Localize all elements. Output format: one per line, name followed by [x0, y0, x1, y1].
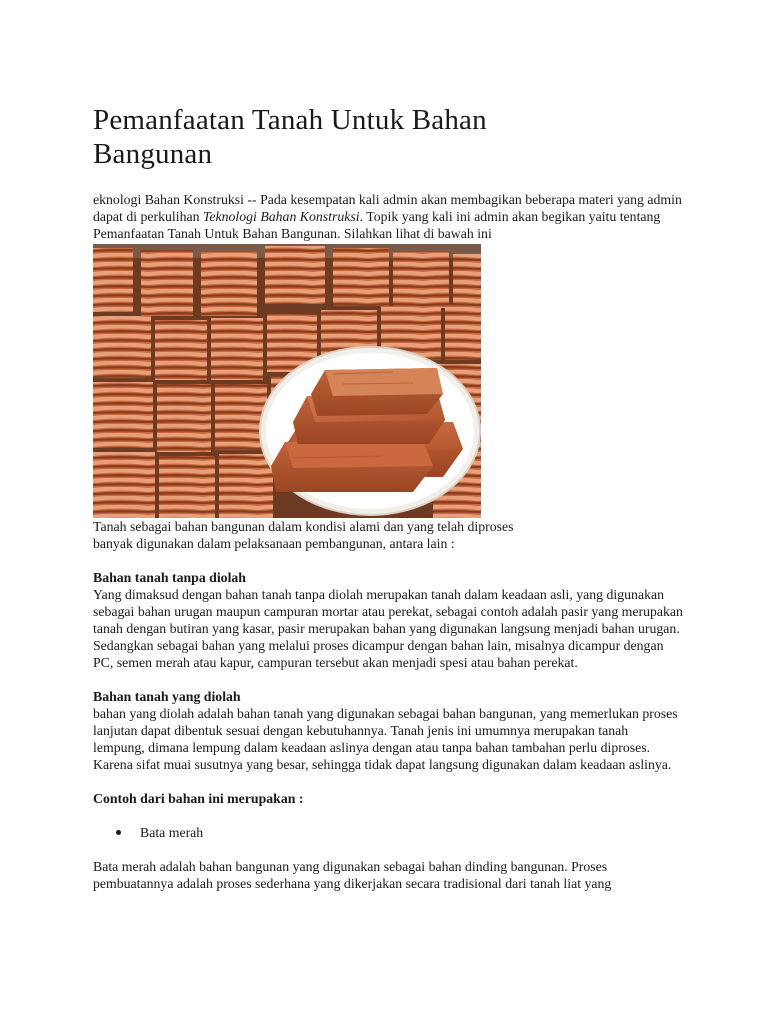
document-title: Pemanfaatan Tanah Untuk Bahan Bangunan — [93, 104, 487, 170]
section-heading-processed-soil: Bahan tanah yang diolah — [93, 689, 241, 704]
section-heading-untreated-soil: Bahan tanah tanpa diolah — [93, 570, 246, 585]
caption-line-2: banyak digunakan dalam pelaksanaan pembangunan, antara lain : — [93, 536, 455, 551]
document-page — [93, 103, 683, 892]
intro-text-end: . Topik yang kali ini admin akan begikan yaitu tentang Pemanfaatan Tanah Untuk Bahan Bangunan. Silahkan lihat di bawah ini — [93, 209, 661, 241]
list-item — [93, 824, 683, 841]
examples-list — [93, 824, 683, 841]
intro-italic-text: Teknologi Bahan Konstruksi — [202, 209, 360, 224]
intro-paragraph — [93, 191, 683, 242]
roof-tiles-and-bricks-photo — [93, 244, 481, 518]
list-item-label: Bata merah — [140, 825, 204, 840]
section-heading-examples: Contoh dari bahan ini merupakan : — [93, 791, 304, 806]
section-text-untreated-soil: Yang dimaksud dengan bahan tanah tanpa diolah merupakan tanah dalam keadaan asli, yang digunakan sebagai bahan urugan maupun campuran mortar atau perekat, sebagai contoh adalah pasir yang merupakan tanah dengan butiran yang kasar, pasir merupakan bahan yang digunakan langsung menjadi bahan urugan. Sedangkan sebagai bahan yang melalui proses dicampur dengan bahan lain, misalnya dicampur dengan PC, semen merah atau kapur, campuran tersebut akan menjadi spesi atau bahan perekat. — [93, 587, 683, 670]
caption-line-1: Tanah sebagai bahan bangunan dalam kondisi alami dan yang telah diproses — [93, 519, 514, 534]
bullet-icon — [116, 830, 121, 835]
image-caption — [93, 518, 683, 552]
intro-text-start: eknologi Bahan Konstruksi -- Pada kesempatan kali admin akan membagikan beberapa materi yang admin dapat di perkulihan — [93, 192, 682, 224]
brick-description-paragraph: Bata merah adalah bahan bangunan yang digunakan sebagai bahan dinding bangunan. Proses pembuatannya adalah proses sederhana yang dikerjakan secara tradisional dari tanah liat yang — [93, 859, 612, 891]
section-text-processed-soil: bahan yang diolah adalah bahan tanah yang digunakan sebagai bahan bangunan, yang memerlukan proses lanjutan dapat dibentuk sesuai dengan kebutuhannya. Tanah jenis ini umumnya merupakan tanah lempung, dimana lempung dalam keadaan aslinya dengan atau tanpa bahan tambahan perlu diproses. Karena sifat muai susutnya yang besar, sehingga tidak dapat langsung digunakan dalam keadaan aslinya. — [93, 706, 678, 772]
